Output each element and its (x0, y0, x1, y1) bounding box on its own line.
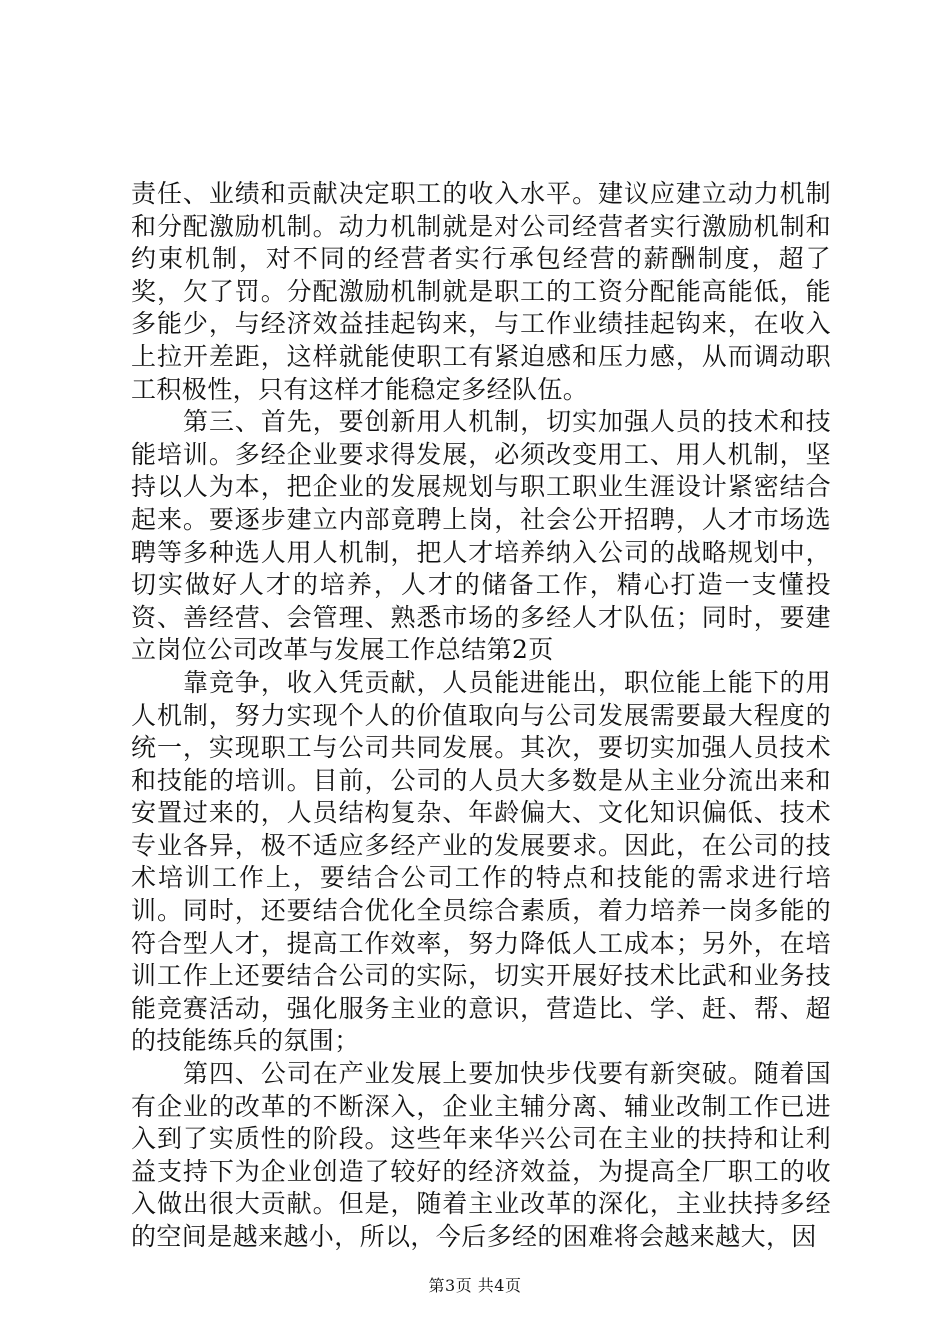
document-body (131, 178, 831, 1254)
paragraph-4: 第四、公司在产业发展上要加快步伐要有新突破。随着国有企业的改革的不断深入，企业主辅分离、辅业改制工作已进入到了实质性的阶段。这些年来华兴公司在主业的扶持和让利益支持下为企业创造了较好的经济效益，为提高全厂职工的收入做出很大贡献。但是，随着主业改革的深化，主业扶持多经的空间是越来越小，所以，今后多经的困难将会越来越大，因 (131, 1059, 831, 1251)
paragraph-1: 责任、业绩和贡献决定职工的收入水平。建议应建立动力机制和分配激励机制。动力机制就是对公司经营者实行激励机制和约束机制，对不同的经营者实行承包经营的薪酬制度，超了奖，欠了罚。分配激励机制就是职工的工资分配能高能低，能多能少，与经济效益挂起钩来，与工作业绩挂起钩来，在收入上拉开差距，这样就能使职工有紧迫感和压力感，从而调动职工积极性，只有这样才能稳定多经队伍。 (131, 179, 831, 404)
paragraph-3: 靠竞争，收入凭贡献，人员能进能出，职位能上能下的用人机制，努力实现个人的价值取向与公司发展需要最大程度的统一，实现职工与公司共同发展。其次，要切实加强人员技术和技能的培训。目前，公司的人员大多数是从主业分流出来和安置过来的，人员结构复杂、年龄偏大、文化知识偏低、技术专业各异，极不适应多经产业的发展要求。因此，在公司的技术培训工作上，要结合公司工作的特点和技能的需求进行培训。同时，还要结合优化全员综合素质，着力培养一岗多能的符合型人才，提高工作效率，努力降低人工成本；另外，在培训工作上还要结合公司的实际，切实开展好技术比武和业务技能竞赛活动，强化服务主业的意识，营造比、学、赶、帮、超的技能练兵的氛围； (131, 667, 831, 1056)
paragraph-2: 第三、首先，要创新用人机制，切实加强人员的技术和技能培训。多经企业要求得发展，必须改变用工、用人机制，坚持以人为本，把企业的发展规划与职工职业生涯设计紧密结合起来。要逐步建立内部竟聘上岗，社会公开招聘，人才市场选聘等多种选人用人机制，把人才培养纳入公司的战略规划中，切实做好人才的培养，人才的储备工作，精心打造一支懂投资、善经营、会管理、熟悉市场的多经人才队伍；同时，要建立岗位公司改革与发展工作总结第2页 (131, 407, 831, 665)
page-footer: 第3页 共4页 (428, 1276, 522, 1295)
